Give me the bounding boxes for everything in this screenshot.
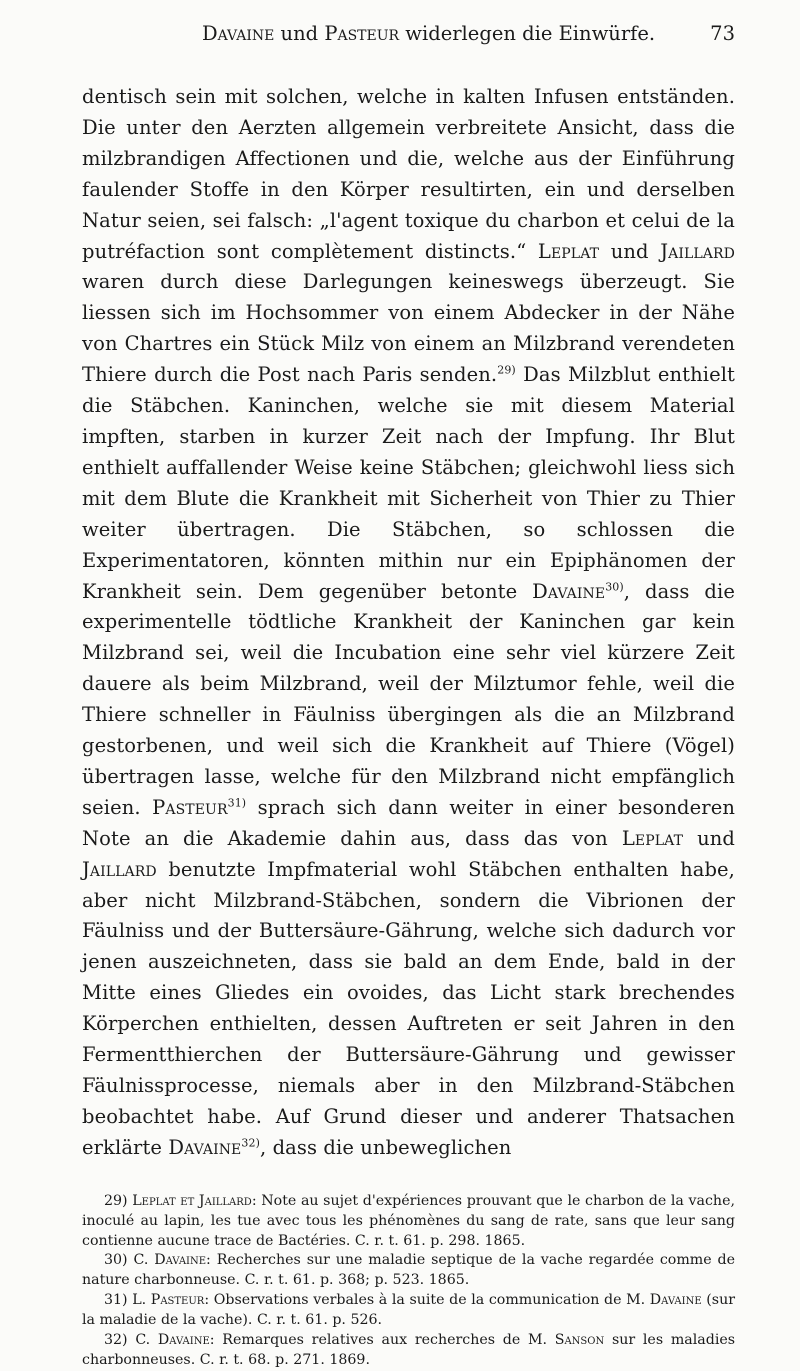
footnote-ref: 31) xyxy=(227,796,247,810)
text-run: und xyxy=(610,239,649,263)
running-title-und: und xyxy=(280,22,319,45)
text-run: , dass die unbeweglichen xyxy=(259,1135,512,1159)
text-run: sprach sich dann weiter in einer besonderen Note an die Akademie dahin aus, dass das von xyxy=(82,795,735,850)
footnote-text: (sur la maladie de la vache). C. r. t. 61. p. 526. xyxy=(82,1292,735,1329)
page-number: 73 xyxy=(710,22,735,45)
body-text xyxy=(82,82,735,1164)
text-run: Das Milzblut enthielt die Stäbchen. Kaninchen, welche sie mit diesem Material impften, starben in kurzer Zeit nach der Impfung. Ihr Blut enthielt auffallender Weise keine Stäbchen; gleichwohl liess sich mit dem Blute die Krankheit mit Sicherheit von Thier zu Thier weiter übertragen. Die Stäbchen, so schlossen die Experimentatoren, könnten mithin nur ein Epiphänomen der Krankheit sein. Dem gegenüber betonte xyxy=(82,363,735,603)
author-name: Jaillard xyxy=(82,857,157,881)
footnote-author: L. Pasteur: xyxy=(132,1292,210,1309)
footnote-text: Recherches sur une maladie septique de la vache regardée comme de nature charbonneuse. C. r. t. 61. p. 368; p. 523. 1865. xyxy=(82,1252,735,1289)
text-run: benutzte Impfmaterial wohl Stäbchen enthalten habe, aber nicht Milzbrand-Stäbchen, sondern die Vibrionen der Fäulniss und der Buttersäure-Gährung, welche sich dadurch vor jenen auszeichneten, dass sie bald an dem Ende, bald in der Mitte eines Gliedes ein ovoides, das Licht stark brechendes Körperchen enthielten, dessen Auftreten er seit Jahren in den Fermentthierchen der Buttersäure-Gährung und gewisser Fäulnissprocesse, niemals aber in den Milzbrand-Stäbchen beobachtet habe. Auf Grund dieser und anderer Thatsachen erklärte xyxy=(82,857,735,1159)
footnote-29 xyxy=(82,1192,735,1252)
footnote-author: Leplat et Jaillard: xyxy=(132,1192,257,1209)
footnote-ref: 29) xyxy=(497,363,516,377)
book-page xyxy=(82,22,735,1371)
footnote-author: Sanson xyxy=(554,1332,605,1349)
author-name: Leplat xyxy=(621,826,684,850)
footnote-number: 30) xyxy=(104,1252,128,1269)
author-name: Leplat xyxy=(537,239,600,263)
footnote-ref: 32) xyxy=(241,1136,260,1150)
footnote-text: Remarques relatives aux recherches de M. xyxy=(222,1332,547,1349)
running-title-name-pasteur: Pasteur xyxy=(324,22,400,45)
footnote-30 xyxy=(82,1251,735,1291)
footnote-text: Observations verbales à la suite de la communication de M. xyxy=(213,1292,646,1309)
footnote-31 xyxy=(82,1291,735,1331)
footnote-number: 32) xyxy=(104,1332,128,1349)
footnote-author: C. Davaine: xyxy=(135,1332,215,1349)
footnote-number: 31) xyxy=(104,1292,128,1309)
footnote-author: C. Davaine: xyxy=(133,1252,211,1269)
author-name: Pasteur xyxy=(152,795,228,819)
running-title-rest: widerlegen die Einwürfe. xyxy=(405,22,656,45)
footnote-text: sur les maladies charbonneuses. C. r. t. 68. p. 271. 1869. xyxy=(82,1332,736,1368)
text-run: und xyxy=(697,826,735,850)
author-name: Jaillard xyxy=(660,239,735,263)
author-name: Davaine xyxy=(532,579,606,603)
running-title xyxy=(202,22,655,45)
footnote-text: Note au sujet d'expériences prouvant que le charbon de la vache, inoculé au lapin, les tue avec tous les phénomènes du sang de rate, sans que leur sang contienne aucune trace de Bactéries. C. r. t. 61. p. 298. 1865. xyxy=(82,1192,735,1249)
running-title-name-davaine: Davaine xyxy=(202,22,275,45)
text-run: waren durch diese Darlegungen keineswegs überzeugt. Sie liessen sich im Hochsommer von einem Abdecker in der Nähe von Chartres ein Stück Milz von einem an Milzbrand verendeten Thiere durch die Post nach Paris senden. xyxy=(82,270,735,387)
text-run: , dass die experimentelle tödtliche Krankheit der Kaninchen gar kein Milzbrand sei, weil die Incubation eine sehr viel kürzere Zeit dauere als beim Milzbrand, weil der Milztumor fehle, weil die Thiere schneller in Fäulniss übergingen als die an Milzbrand gestorbenen, und weil sich die Krankheit auf Thiere (Vögel) übertragen lasse, welche für den Milzbrand nicht empfänglich seien. xyxy=(82,579,735,819)
footnote-number: 29) xyxy=(104,1192,128,1209)
running-header xyxy=(82,22,735,62)
footnote-ref: 30) xyxy=(605,580,624,593)
footnote-author: Davaine xyxy=(649,1292,702,1309)
footnote-32 xyxy=(82,1331,735,1371)
paragraph xyxy=(82,82,735,1164)
footnotes xyxy=(82,1192,735,1371)
text-run: dentisch sein mit solchen, welche in kalten Infusen entständen. Die unter den Aerzten allgemein verbreitete Ansicht, dass die milzbrandigen Affectionen und die, welche aus der Einführung faulender Stoffe in den Körper resultirten, ein und derselben Natur seien, sei falsch: „l'agent toxique du charbon et celui de la putréfaction sont complètement distincts.“ xyxy=(82,85,735,263)
author-name: Davaine xyxy=(168,1135,242,1159)
